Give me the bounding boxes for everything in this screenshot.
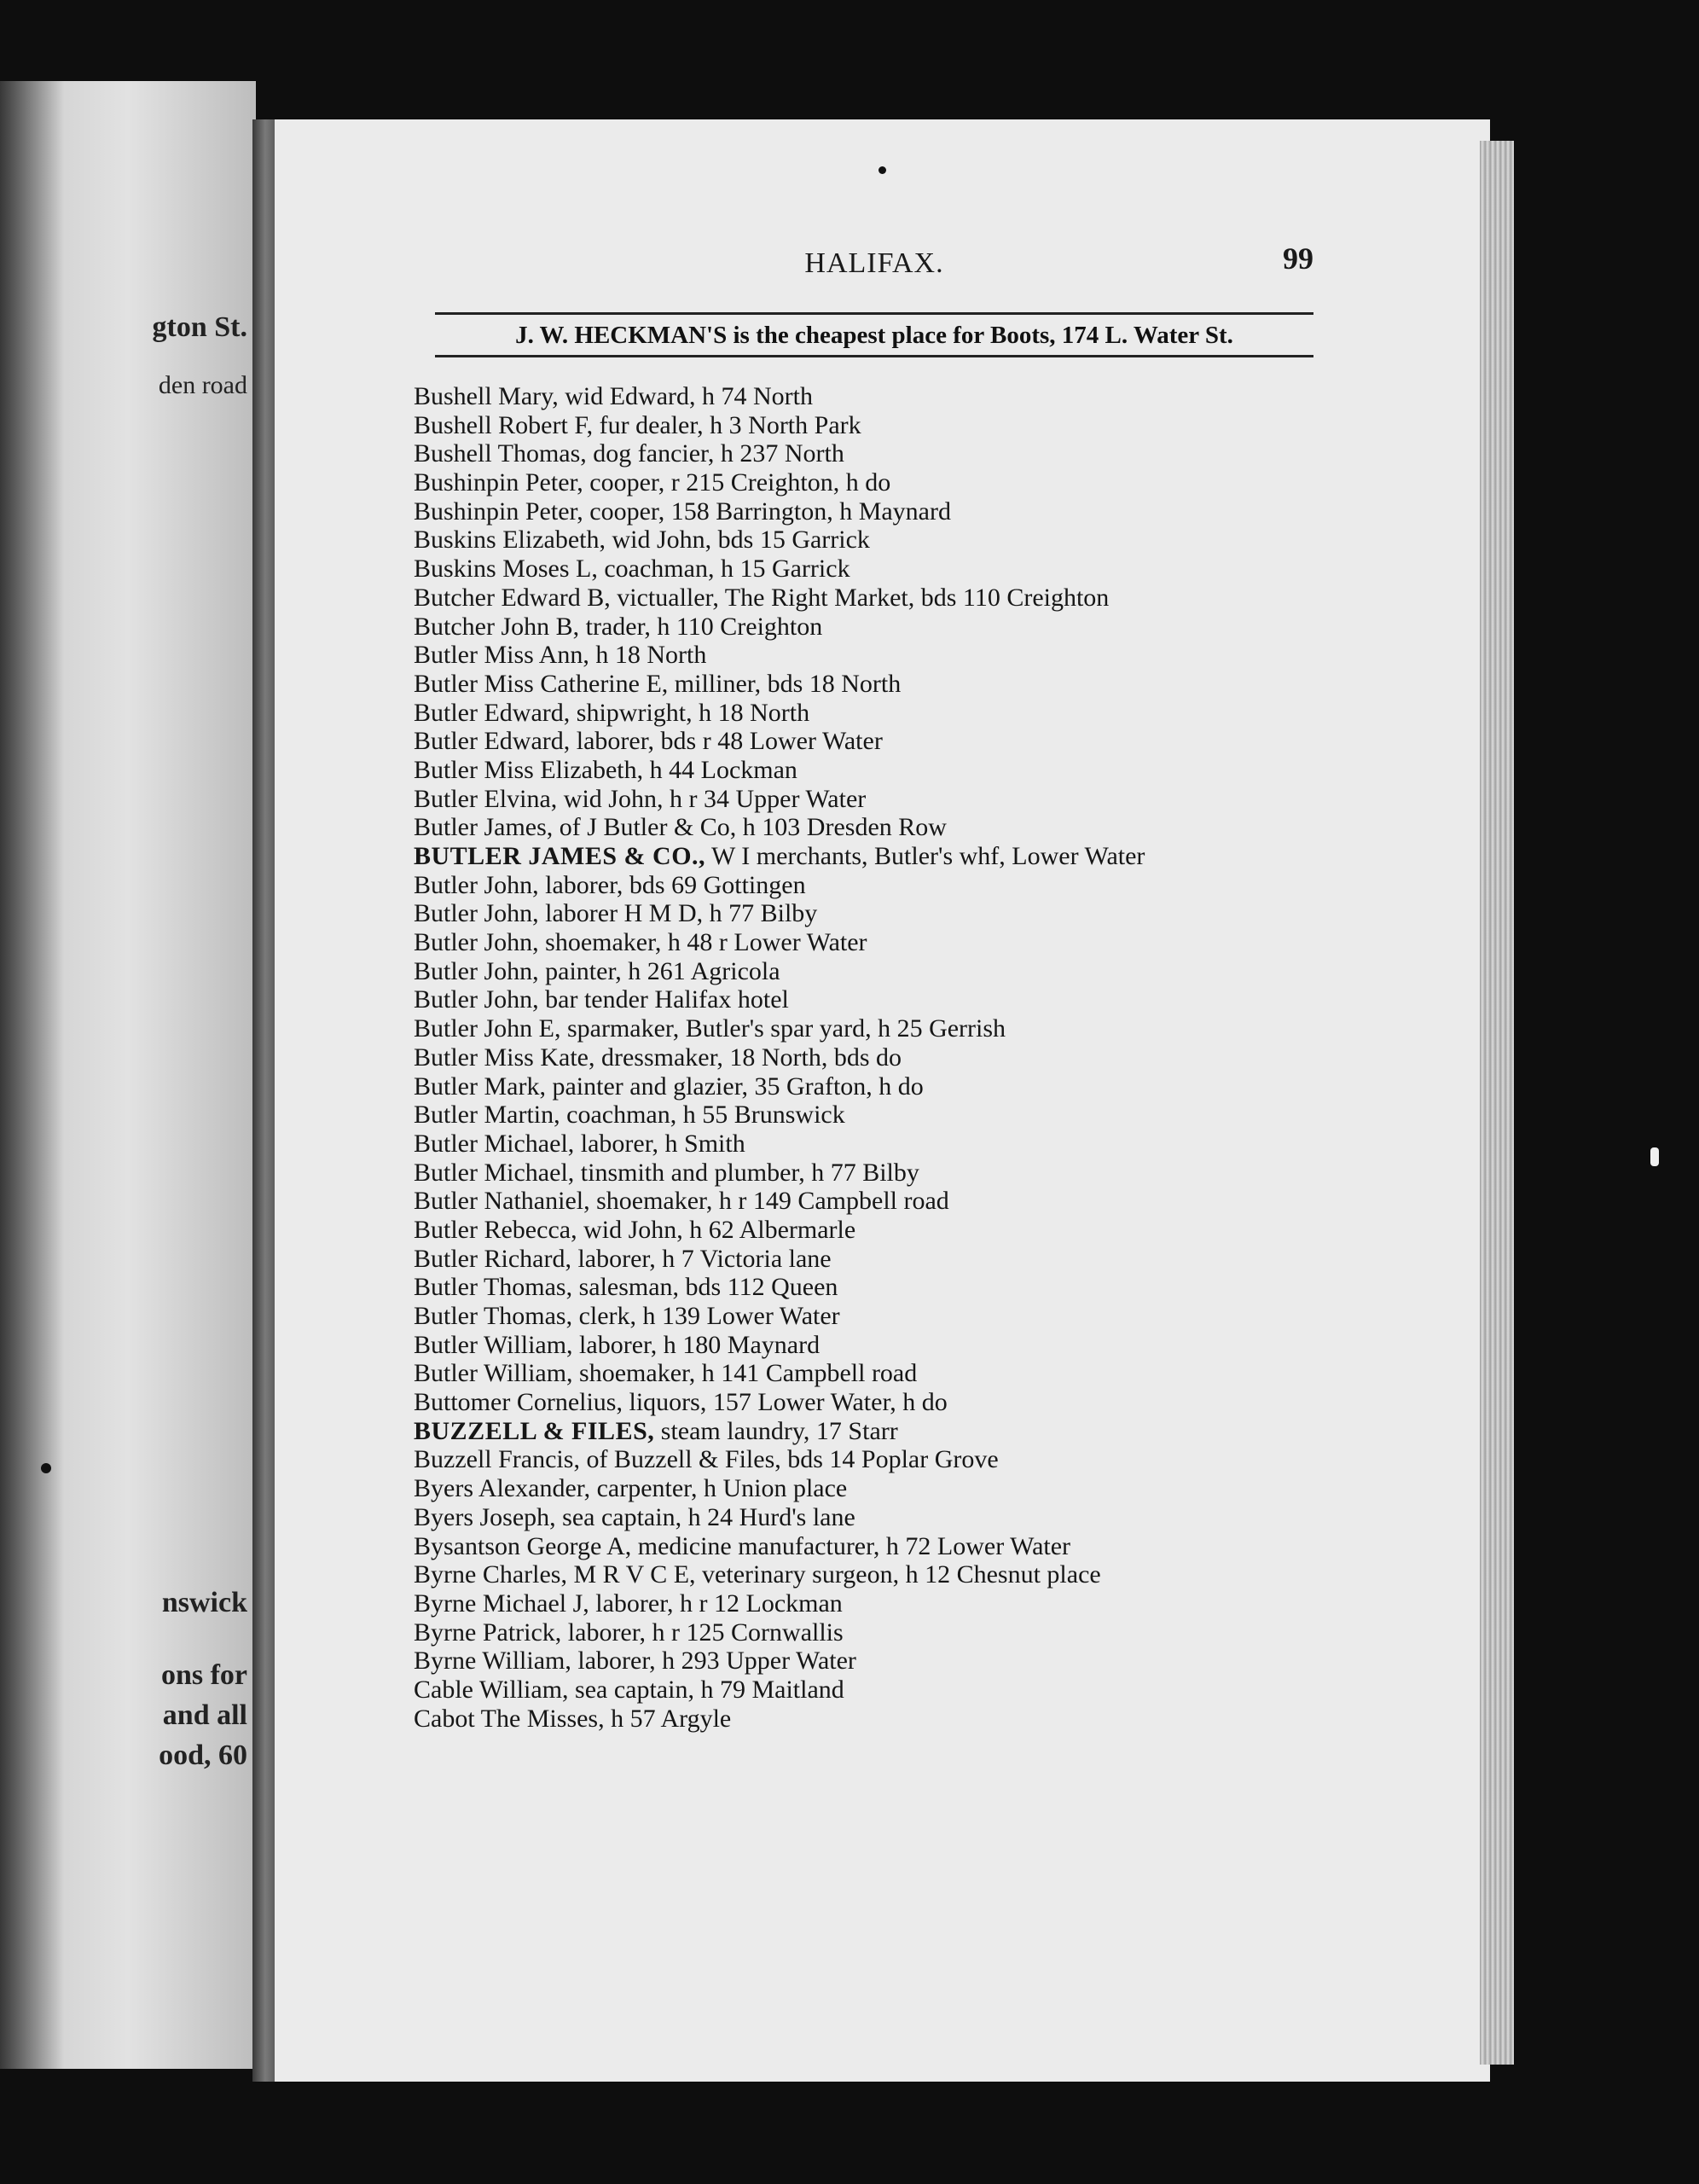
directory-entry <box>414 1560 1352 1589</box>
directory-entry <box>414 1532 1352 1561</box>
directory-entry <box>414 382 1352 411</box>
entry-text: Butler John, painter, h 261 Agricola <box>414 956 780 985</box>
entry-text: Butler John, bar tender Halifax hotel <box>414 985 789 1014</box>
entry-text: Butler Miss Catherine E, milliner, bds 18 North <box>414 669 902 698</box>
entry-text: Butler Michael, laborer, h Smith <box>414 1129 745 1158</box>
ink-speck <box>878 166 886 174</box>
directory-entry <box>414 641 1352 670</box>
left-page-text-3: nswick <box>161 1587 247 1618</box>
entry-text: Butler Rebecca, wid John, h 62 Albermarle <box>414 1215 856 1244</box>
directory-entry <box>414 468 1352 497</box>
entry-text: Cable William, sea captain, h 79 Maitland <box>414 1675 844 1704</box>
entry-text: Butler Thomas, salesman, bds 112 Queen <box>414 1273 838 1302</box>
entry-text: Butler William, laborer, h 180 Maynard <box>414 1330 821 1359</box>
directory-entry <box>414 1072 1352 1101</box>
directory-entry <box>414 985 1352 1014</box>
entry-text: Buskins Elizabeth, wid John, bds 15 Garrick <box>414 526 870 555</box>
left-page-text-6: ood, 60 <box>159 1740 247 1771</box>
directory-entry <box>414 1014 1352 1043</box>
directory-entry <box>414 756 1352 785</box>
entry-text: Bushinpin Peter, cooper, 158 Barrington, h Maynard <box>414 497 951 526</box>
entry-text: Butler John, laborer H M D, h 77 Bilby <box>414 899 818 928</box>
entry-text: Byrne Patrick, laborer, h r 125 Cornwallis <box>414 1618 844 1647</box>
directory-entry <box>414 699 1352 728</box>
directory-entry <box>414 1159 1352 1188</box>
entry-text: Butler John, laborer, bds 69 Gottingen <box>414 870 806 899</box>
directory-entry <box>414 957 1352 986</box>
directory-entry <box>414 1043 1352 1072</box>
entry-text: Cabot The Misses, h 57 Argyle <box>414 1704 732 1733</box>
ink-speck <box>41 1463 51 1473</box>
directory-entry <box>414 1676 1352 1705</box>
left-page-text-2: den road <box>158 371 247 399</box>
entry-text: Butler Nathaniel, shoemaker, h r 149 Campbell road <box>414 1187 949 1216</box>
directory-entry <box>414 439 1352 468</box>
entry-text: Butcher Edward B, victualler, The Right Market, bds 110 Creighton <box>414 583 1110 612</box>
entry-text: Bushell Robert F, fur dealer, h 3 North Park <box>414 410 861 439</box>
entry-text: W I merchants, Butler's whf, Lower Water <box>705 842 1145 870</box>
entry-text: Byrne Charles, M R V C E, veterinary surgeon, h 12 Chesnut place <box>414 1560 1101 1589</box>
entry-text: Butler Martin, coachman, h 55 Brunswick <box>414 1101 845 1130</box>
directory-entry <box>414 1302 1352 1331</box>
directory-entry <box>414 613 1352 642</box>
left-page-text-4: ons for <box>160 1659 247 1691</box>
entry-text: Bushell Thomas, dog fancier, h 237 North <box>414 439 844 468</box>
directory-entries <box>414 382 1352 1733</box>
directory-entry <box>414 928 1352 957</box>
directory-entry <box>414 555 1352 584</box>
entry-text: Butler Edward, shipwright, h 18 North <box>414 698 810 727</box>
directory-entry <box>414 1101 1352 1130</box>
directory-entry <box>414 584 1352 613</box>
directory-entry <box>414 1589 1352 1618</box>
directory-entry <box>414 1618 1352 1647</box>
directory-entry <box>414 1273 1352 1302</box>
directory-entry <box>414 1417 1352 1446</box>
directory-entry <box>414 1216 1352 1245</box>
entry-text: Butler Thomas, clerk, h 139 Lower Water <box>414 1302 840 1330</box>
entry-bold-name: BUZZELL & FILES, <box>414 1416 655 1445</box>
entry-text: Byers Joseph, sea captain, h 24 Hurd's lane <box>414 1502 855 1531</box>
entry-text: Buttomer Cornelius, liquors, 157 Lower Water, h do <box>414 1388 948 1417</box>
entry-text: steam laundry, 17 Starr <box>654 1416 898 1445</box>
page-edge <box>1480 141 1514 2065</box>
entry-text: Butler James, of J Butler & Co, h 103 Dresden Row <box>414 813 947 842</box>
entry-text: Butler Mark, painter and glazier, 35 Grafton, h do <box>414 1072 924 1101</box>
entry-text: Butler Michael, tinsmith and plumber, h 77 Bilby <box>414 1158 919 1187</box>
light-speck <box>1650 1147 1659 1166</box>
directory-entry <box>414 1359 1352 1388</box>
entry-text: Byrne William, laborer, h 293 Upper Water <box>414 1647 856 1676</box>
page-header <box>435 241 1313 292</box>
directory-entry <box>414 497 1352 526</box>
left-page-text-1: gton St. <box>152 311 247 343</box>
entry-text: Butcher John B, trader, h 110 Creighton <box>414 612 823 641</box>
entry-bold-name: BUTLER JAMES & CO., <box>414 842 706 870</box>
directory-entry <box>414 1445 1352 1474</box>
directory-entry <box>414 813 1352 842</box>
entry-text: Butler Edward, laborer, bds r 48 Lower Water <box>414 727 883 756</box>
entry-text: Butler Miss Kate, dressmaker, 18 North, bds do <box>414 1043 902 1072</box>
directory-entry <box>414 1245 1352 1274</box>
entry-text: Bysantson George A, medicine manufacturer, h 72 Lower Water <box>414 1531 1071 1560</box>
directory-entry <box>414 1474 1352 1503</box>
directory-entry <box>414 727 1352 756</box>
entry-text: Byrne Michael J, laborer, h r 12 Lockman <box>414 1589 843 1618</box>
directory-entry <box>414 1130 1352 1159</box>
directory-entry <box>414 842 1352 871</box>
directory-entry <box>414 1388 1352 1417</box>
directory-entry <box>414 1647 1352 1676</box>
directory-entry <box>414 1503 1352 1532</box>
entry-text: Butler Elvina, wid John, h r 34 Upper Water <box>414 784 867 813</box>
entry-text: Butler Richard, laborer, h 7 Victoria lane <box>414 1244 832 1273</box>
directory-entry <box>414 670 1352 699</box>
entry-text: Butler John, shoemaker, h 48 r Lower Water <box>414 928 867 957</box>
entry-text: Butler John E, sparmaker, Butler's spar yard, h 25 Gerrish <box>414 1014 1006 1043</box>
directory-entry <box>414 1331 1352 1360</box>
entry-text: Byers Alexander, carpenter, h Union place <box>414 1474 848 1503</box>
directory-entry <box>414 1705 1352 1734</box>
entry-text: Buskins Moses L, coachman, h 15 Garrick <box>414 555 850 584</box>
advertisement-banner: J. W. HECKMAN'S is the cheapest place for Boots, 174 L. Water St. <box>435 312 1313 357</box>
entry-text: Butler William, shoemaker, h 141 Campbell road <box>414 1359 918 1388</box>
directory-entry <box>414 871 1352 900</box>
left-page-shadow <box>0 81 64 2069</box>
directory-entry <box>414 411 1352 440</box>
entry-text: Bushell Mary, wid Edward, h 74 North <box>414 382 813 410</box>
left-page-text-5: and all <box>162 1699 247 1731</box>
entry-text: Butler Miss Elizabeth, h 44 Lockman <box>414 755 797 784</box>
directory-entry <box>414 899 1352 928</box>
page-number: 99 <box>1283 241 1313 276</box>
entry-text: Buzzell Francis, of Buzzell & Files, bds 14 Poplar Grove <box>414 1445 999 1474</box>
directory-entry <box>414 1187 1352 1216</box>
directory-entry <box>414 785 1352 814</box>
entry-text: Bushinpin Peter, cooper, r 215 Creighton, h do <box>414 468 891 497</box>
directory-entry <box>414 526 1352 555</box>
entry-text: Butler Miss Ann, h 18 North <box>414 641 707 670</box>
running-head: HALIFAX. <box>804 247 944 279</box>
